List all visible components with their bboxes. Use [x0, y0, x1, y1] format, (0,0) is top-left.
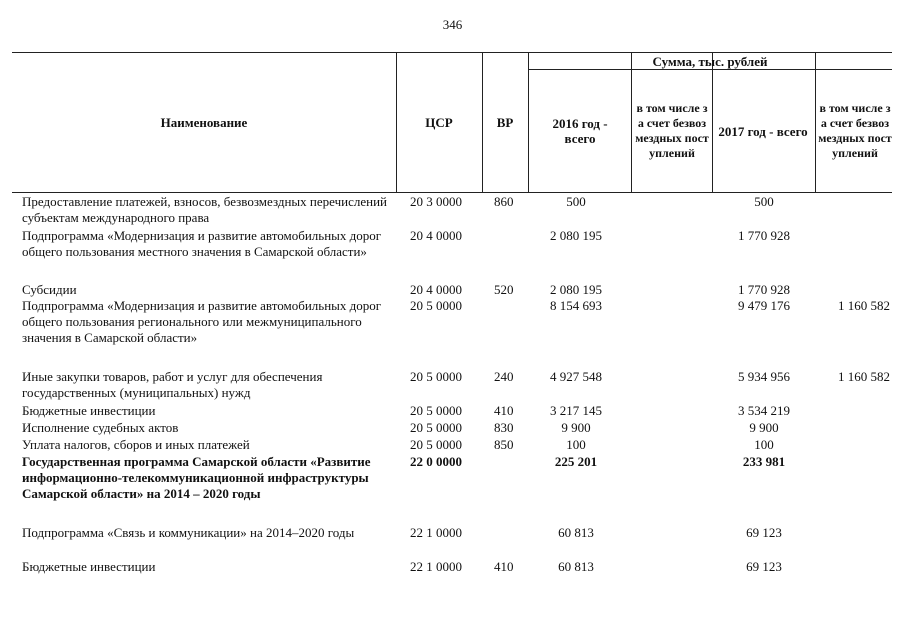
header-2017-free: в том числе за счет безвозмездных поступлений [818, 101, 892, 160]
row-name: Уплата налогов, сборов и иных платежей [22, 437, 250, 452]
header-csr: ЦСР [425, 115, 453, 130]
row-vr: 520 [494, 282, 514, 297]
row-2016-total: 500 [566, 194, 586, 209]
row-2016-total: 60 813 [558, 559, 594, 574]
row-vr: 860 [494, 194, 514, 209]
row-2017-total: 69 123 [746, 559, 782, 574]
row-2017-total: 500 [754, 194, 774, 209]
row-csr: 20 5 0000 [410, 298, 462, 313]
row-2016-total: 2 080 195 [550, 282, 602, 297]
row-name: Бюджетные инвестиции [22, 403, 156, 418]
row-vr: 240 [494, 369, 514, 384]
row-2016-total: 100 [566, 437, 586, 452]
row-csr: 20 5 0000 [410, 420, 462, 435]
row-csr: 20 5 0000 [410, 369, 462, 384]
row-csr: 22 1 0000 [410, 559, 462, 574]
header-vr: ВР [496, 115, 514, 130]
row-csr: 20 4 0000 [410, 228, 462, 243]
row-2017-free: 1 160 582 [838, 298, 890, 313]
row-2017-total: 3 534 219 [738, 403, 790, 418]
row-2016-total: 9 900 [561, 420, 591, 435]
header-2016-free: в том числе за счет безвозмездных поступлений [635, 101, 709, 160]
row-2017-total: 69 123 [746, 525, 782, 540]
header-name: Наименование [160, 115, 248, 130]
row-vr: 410 [494, 559, 514, 574]
row-vr: 410 [494, 403, 514, 418]
row-2017-free: 1 160 582 [838, 369, 890, 384]
row-name: Подпрограмма «Модернизация и развитие автомобильных дорог общего пользования регионального или межмуниципального значения в Самарской области» [22, 298, 382, 345]
row-2017-total: 100 [754, 437, 774, 452]
row-name: Субсидии [22, 282, 77, 297]
row-name: Исполнение судебных актов [22, 420, 179, 435]
row-2017-total: 233 981 [742, 454, 786, 469]
row-vr: 850 [494, 437, 514, 452]
row-name: Бюджетные инвестиции [22, 559, 156, 574]
row-2016-total: 4 927 548 [550, 369, 602, 384]
row-csr: 20 3 0000 [410, 194, 462, 209]
row-name: Иные закупки товаров, работ и услуг для обеспечения государственных (муниципальных) нужд [22, 369, 323, 400]
row-2017-total: 9 900 [749, 420, 779, 435]
header-2017-total: 2017 год - всего [718, 123, 808, 139]
row-vr: 830 [494, 420, 514, 435]
row-2016-total: 3 217 145 [550, 403, 602, 418]
row-2016-total: 8 154 693 [550, 298, 602, 313]
row-2017-total: 1 770 928 [738, 228, 790, 243]
row-2016-total: 225 201 [554, 454, 598, 469]
row-name: Подпрограмма «Связь и коммуникации» на 2014–2020 годы [22, 525, 355, 540]
header-2016-total: 2016 год - всего [552, 116, 608, 146]
row-2017-total: 9 479 176 [738, 298, 790, 313]
row-name: Государственная программа Самарской области «Развитие информационно-телекоммуникационной инфраструктуры Самарской области» на 2014 – 2020 годы [22, 454, 371, 501]
row-csr: 20 5 0000 [410, 437, 462, 452]
page-number: 346 [442, 17, 463, 32]
row-2016-total: 60 813 [558, 525, 594, 540]
row-csr: 20 4 0000 [410, 282, 462, 297]
row-csr: 22 0 0000 [410, 454, 462, 469]
row-csr: 22 1 0000 [410, 525, 462, 540]
row-name: Подпрограмма «Модернизация и развитие автомобильных дорог общего пользования местного значения в Самарской области» [22, 228, 382, 259]
row-csr: 20 5 0000 [410, 403, 462, 418]
table-header [12, 52, 892, 193]
row-2016-total: 2 080 195 [550, 228, 602, 243]
row-2017-total: 1 770 928 [738, 282, 790, 297]
header-sum-group: Сумма, тыс. рублей [652, 53, 768, 69]
row-2017-total: 5 934 956 [738, 369, 790, 384]
row-name: Предоставление платежей, взносов, безвозмездных перечислений субъектам международного права [22, 194, 387, 225]
